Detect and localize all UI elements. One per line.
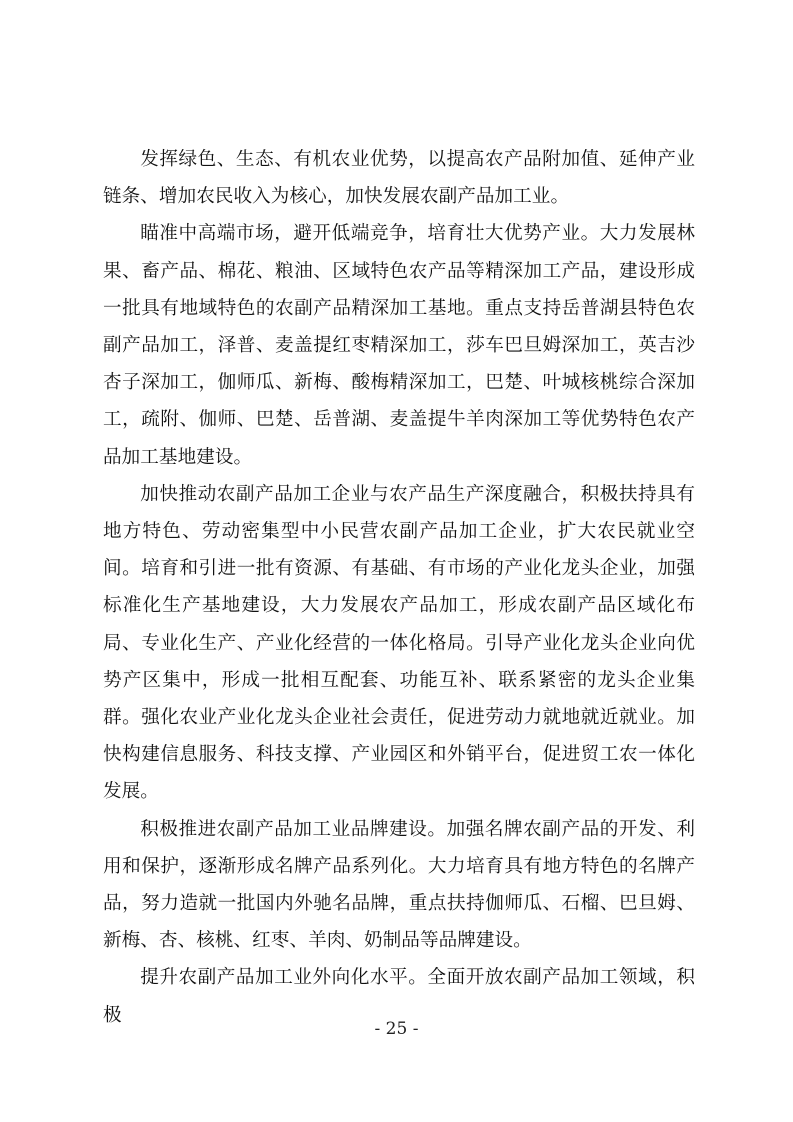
paragraph-enterprise-integration: 加快推动农副产品加工企业与农产品生产深度融合，积极扶持具有地方特色、劳动密集型中小民营农副产品加工企业，扩大农民就业空间。培育和引进一批有资源、有基础、有市场的产业化龙头企业，加强标准化生产基地建设，大力发展农产品加工，形成农副产品区域化布局、专业化生产、产业化经营的一体化格局。引导产业化龙头企业向优势产区集中，形成一批相互配套、功能互补、联系紧密的龙头企业集群。强化农业产业化龙头企业社会责任，促进劳动力就地就近就业。加快构建信息服务、科技支撑、产业园区和外销平台，促进贸工农一体化发展。 (103, 483, 695, 803)
document-body (103, 141, 695, 1034)
paragraph-export-orientation: 提升农副产品加工业外向化水平。全面开放农副产品加工领域，积极 (103, 967, 695, 1026)
paragraph-green-agriculture: 发挥绿色、生态、有机农业优势，以提高农产品附加值、延伸产业链条、增加农民收入为核心，加快发展农副产品加工业。 (103, 149, 695, 208)
page-number: - 25 - (374, 1019, 419, 1039)
paragraph-brand-building: 积极推进农副产品加工业品牌建设。加强名牌农副产品的开发、利用和保护，逐渐形成名牌产品系列化。大力培育具有地方特色的名牌产品，努力造就一批国内外驰名品牌，重点扶持伽师瓜、石榴、巴旦姆、新梅、杏、核桃、红枣、羊肉、奶制品等品牌建设。 (103, 818, 695, 952)
paragraph-high-end-market: 瞄准中高端市场，避开低端竞争，培育壮大优势产业。大力发展林果、畜产品、棉花、粮油、区域特色农产品等精深加工产品，建设形成一批具有地域特色的农副产品精深加工基地。重点支持岳普湖县特色农副产品加工，泽普、麦盖提红枣精深加工，莎车巴旦姆深加工，英吉沙杏子深加工，伽师瓜、新梅、酸梅精深加工，巴楚、叶城核桃综合深加工，疏附、伽师、巴楚、岳普湖、麦盖提牛羊肉深加工等优势特色农产品加工基地建设。 (103, 223, 695, 468)
